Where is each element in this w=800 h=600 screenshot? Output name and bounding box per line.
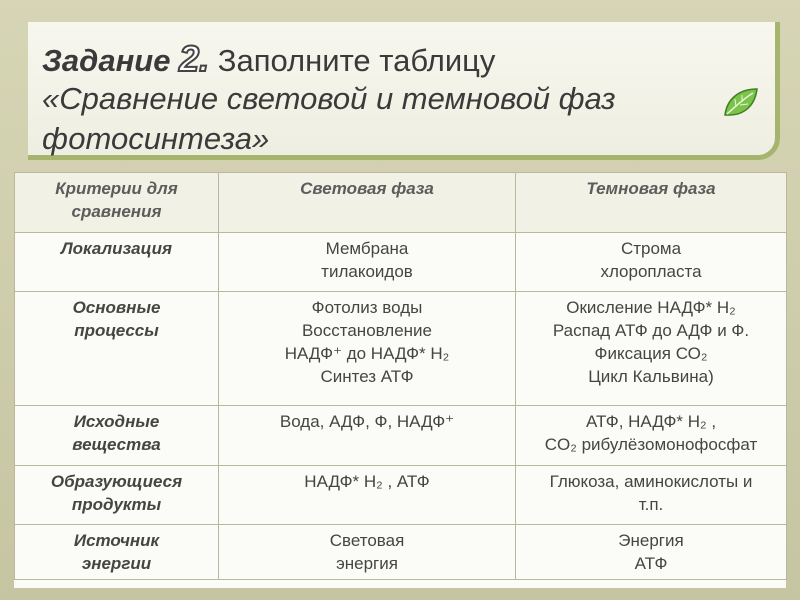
criterion-cell <box>15 292 219 406</box>
dark-phase-cell-line: Строма <box>620 239 682 258</box>
criterion-cell-line: Образующиеся <box>50 472 183 491</box>
dark-phase-cell-line: Глюкоза, аминокислоты и <box>549 472 753 491</box>
criterion-cell <box>15 525 219 580</box>
dark-phase-cell-line: хлоропласта <box>600 262 702 281</box>
table-row <box>15 525 787 580</box>
criterion-cell-line: процессы <box>74 321 159 340</box>
task-number: 2. <box>179 38 210 79</box>
criterion-cell <box>15 466 219 525</box>
dark-phase-cell-line: Цикл Кальвина) <box>588 367 714 386</box>
dark-phase-cell <box>516 292 787 406</box>
criterion-cell-line: Исходные <box>73 412 160 431</box>
header-text-line: Критерии для <box>55 179 178 198</box>
light-phase-cell <box>219 525 516 580</box>
table-header-row <box>15 173 787 233</box>
header-criteria <box>15 173 219 233</box>
criterion-cell-line: Основные <box>72 298 161 317</box>
task-instruction: Заполните таблицу <box>217 43 496 78</box>
title-line-1 <box>42 40 495 80</box>
light-phase-cell <box>219 406 516 466</box>
criterion-cell <box>15 233 219 292</box>
leaf-icon <box>721 85 761 119</box>
header-text-line: Темновая фаза <box>586 179 716 198</box>
dark-phase-cell-line: Распад АТФ до АДФ и Ф. <box>552 321 750 340</box>
header-text-line: сравнения <box>71 202 162 221</box>
light-phase-cell <box>219 466 516 525</box>
table-row <box>15 292 787 406</box>
comparison-table <box>14 172 787 580</box>
light-phase-cell-line: Вода, АДФ, Ф, НАДФ⁺ <box>279 412 455 431</box>
light-phase-cell-line: НАДФ⁺ до НАДФ* Н₂ <box>284 344 450 363</box>
table-row <box>15 406 787 466</box>
light-phase-cell-line: тилакоидов <box>321 262 413 281</box>
light-phase-cell-line: Синтез АТФ <box>320 367 414 386</box>
dark-phase-cell <box>516 233 787 292</box>
dark-phase-cell-line: АТФ, НАДФ* Н₂ , <box>585 412 717 431</box>
title-line-2: «Сравнение световой и темновой фаз <box>42 81 616 116</box>
light-phase-cell-line: Фотолиз воды <box>311 298 423 317</box>
dark-phase-cell-line: CO₂ рибулёзомонофосфат <box>544 435 758 454</box>
header-dark-phase <box>516 173 787 233</box>
light-phase-cell <box>219 292 516 406</box>
dark-phase-cell <box>516 525 787 580</box>
light-phase-cell-line: Восстановление <box>301 321 433 340</box>
light-phase-cell-line: НАДФ* Н₂ , АТФ <box>304 472 430 491</box>
task-label: Задание <box>42 43 171 78</box>
table-row <box>15 233 787 292</box>
table-row <box>15 466 787 525</box>
light-phase-cell-line: Световая <box>329 531 405 550</box>
criterion-cell-line: энергии <box>81 554 152 573</box>
title-line-3: фотосинтеза» <box>42 121 270 156</box>
light-phase-cell-line: Мембрана <box>325 239 409 258</box>
dark-phase-cell-line: Энергия <box>618 531 684 550</box>
dark-phase-cell-line: Фиксация СО₂ <box>594 344 708 363</box>
criterion-cell <box>15 406 219 466</box>
criterion-cell-line: Источник <box>73 531 160 550</box>
criterion-cell-line: вещества <box>72 435 161 454</box>
criterion-cell-line: Локализация <box>60 239 172 258</box>
dark-phase-cell <box>516 406 787 466</box>
header-text-line: Световая фаза <box>300 179 434 198</box>
dark-phase-cell-line: Окисление НАДФ* Н₂ <box>566 298 736 317</box>
dark-phase-cell-line: т.п. <box>638 495 664 514</box>
light-phase-cell-line: энергия <box>336 554 398 573</box>
dark-phase-cell <box>516 466 787 525</box>
header-light-phase <box>219 173 516 233</box>
light-phase-cell <box>219 233 516 292</box>
dark-phase-cell-line: АТФ <box>634 554 668 573</box>
title-panel <box>28 22 780 160</box>
comparison-table-wrap <box>14 172 786 588</box>
criterion-cell-line: продукты <box>71 495 162 514</box>
